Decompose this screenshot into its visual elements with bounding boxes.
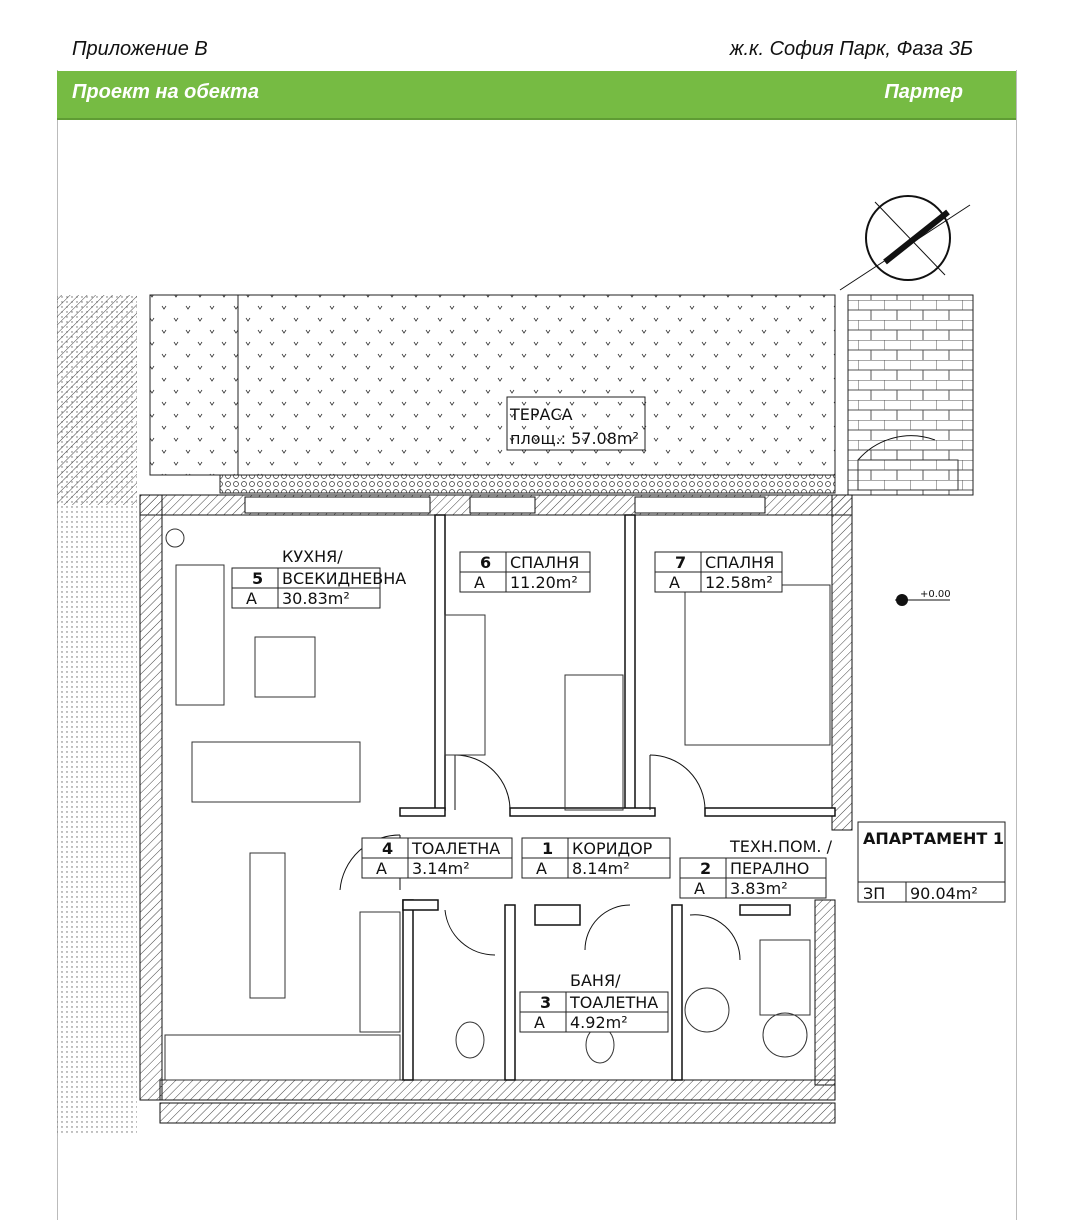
room-name: ТОАЛЕТНА [412,839,501,858]
area-label: A [534,1013,545,1032]
area-label: A [376,859,387,878]
svg-text:ТЕРАСА: ТЕРАСА [510,405,573,424]
north-arrow-icon [840,196,970,290]
room-label-1 [522,838,670,878]
room-type: БАНЯ/ [570,971,621,990]
area-label: A [669,573,680,592]
area-label: A [474,573,485,592]
project-location: ж.к. София Парк, Фаза 3Б [729,38,973,60]
gravel-strip [220,475,835,493]
room-type: КУХНЯ/ [282,547,343,566]
room-label-6 [460,552,590,592]
svg-text:90.04m²: 90.04m² [910,884,978,903]
room-name: СПАЛНЯ [510,553,580,572]
room-label-3 [520,971,668,1032]
room-area: 4.92m² [570,1013,628,1032]
room-label-5 [232,547,406,608]
room-number: 1 [542,839,554,858]
room-name: СПАЛНЯ [705,553,775,572]
hatched-boundary [57,295,137,505]
room-area: 8.14m² [572,859,630,878]
room-number: 3 [540,993,552,1012]
room-number: 7 [675,553,687,572]
room-area: 3.14m² [412,859,470,878]
area-label: A [694,879,705,898]
room-label-4 [362,838,512,878]
svg-text:площ.: 57.08m²: площ.: 57.08m² [510,429,639,448]
room-name: ТОАЛЕТНА [570,993,659,1012]
neighbor-wall [848,295,973,495]
room-name: ПЕРАЛНО [730,859,810,878]
area-label: A [246,589,257,608]
floor-label: Партер [884,81,963,103]
svg-text:АПАРТАМЕНТ 1: АПАРТАМЕНТ 1 [863,829,1005,848]
elevation-marker [895,589,951,606]
room-area: 30.83m² [282,589,350,608]
room-label-2 [680,837,833,898]
room-name: ВСЕКИДНЕВНА [282,569,407,588]
room-label-7 [655,552,782,592]
section-title: Проект на обекта [72,81,259,103]
room-number: 4 [382,839,394,858]
terrace-area [150,295,835,475]
svg-text:ЗП: ЗП [863,884,886,903]
room-number: 5 [252,569,264,588]
appendix-label: Приложение В [72,38,208,60]
room-number: 6 [480,553,492,572]
area-label: A [536,859,547,878]
room-area: 3.83m² [730,879,788,898]
room-type: ТЕХН.ПОМ. / [730,837,832,856]
room-area: 11.20m² [510,573,578,592]
room-number: 2 [700,859,712,878]
room-area: 12.58m² [705,573,773,592]
apartment-summary [858,822,1005,903]
svg-text:+0.00: +0.00 [920,589,951,600]
room-name: КОРИДОР [572,839,653,858]
